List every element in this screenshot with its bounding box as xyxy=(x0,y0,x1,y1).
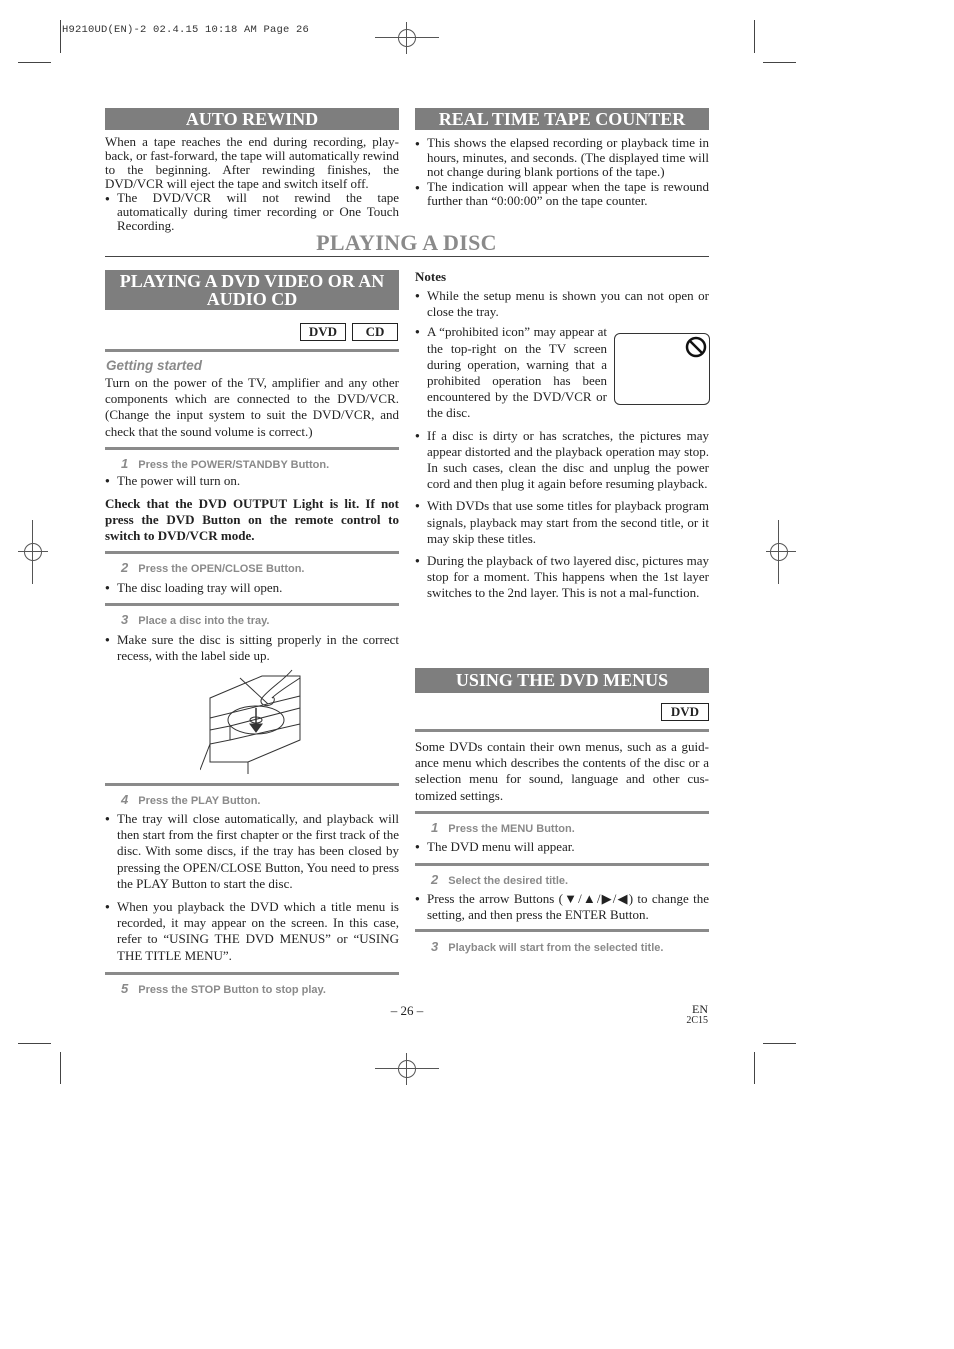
menu-step-1 xyxy=(415,820,575,835)
note-item: ● If a disc is dirty or has scratches, the pictures may appear distorted and the playback operation may stop. In such cases, clean the disc and unplug the power cord and then plug it again before resuming playback. xyxy=(415,428,709,493)
step-text: Press the OPEN/CLOSE Button. xyxy=(138,563,305,575)
auto-rewind-heading xyxy=(105,108,399,130)
bullet-text: ● The tray will close automatically, and playback will then start from the first chapter or the first track of the disc. With some discs, if the tray has been closed by pressing the OPEN/CLOSE Button, You need to press the PLAY Button to start the disc. xyxy=(105,811,399,892)
dvd-tag: DVD xyxy=(300,323,346,341)
divider xyxy=(415,729,709,732)
bullet-text: ● Make sure the disc is sitting properly in the correct recess, with the label side up. xyxy=(105,632,399,664)
step-number: 1 xyxy=(431,820,439,835)
divider xyxy=(415,811,709,814)
step-text: Press the STOP Button to stop play. xyxy=(138,984,326,996)
note-item: ● During the playback of two layered disc, pictures may stop for a moment. This happens when the 1st layer switches to the 2nd layer. This is not a mal-function. xyxy=(415,553,709,602)
menu-step-2 xyxy=(415,872,568,887)
dvd-output-check: Check that the DVD OUTPUT Light is lit. If not press the DVD Button on the remote control to switch to DVD/VCR mode. xyxy=(105,496,399,544)
tv-screen-illustration xyxy=(614,333,710,405)
step-3 xyxy=(105,612,269,627)
note-item: ● While the setup menu is shown you can not open or close the tray. xyxy=(415,288,709,320)
step-number: 2 xyxy=(431,872,439,887)
step-text: Press the POWER/STANDBY Button. xyxy=(138,459,330,471)
note-item: ● A “prohibited icon” may appear at the top-right on the TV screen during operation, warning that a prohibited operation has been encountered by the DVD/VCR or the disc. xyxy=(415,324,607,421)
bullet-text: ● Press the arrow Buttons (▼/▲/▶/◀) to change the setting, and then press the ENTER Button. xyxy=(415,891,709,923)
step-number: 1 xyxy=(121,456,129,471)
bullet-text: ● When you playback the DVD which a title menu is recorded, it may appear on the screen. In this case, refer to “USING THE DVD MENUS” or “USING THE TITLE MENU”. xyxy=(105,899,399,964)
step-text: Press the MENU Button. xyxy=(448,823,575,835)
divider xyxy=(105,972,399,975)
tape-counter-bullet: ● The indication will appear when the tape is rewound further than “0:00:00” on the tape counter. xyxy=(415,180,709,209)
language-code: EN xyxy=(692,1002,708,1016)
step-3-note xyxy=(105,632,399,664)
step-2 xyxy=(105,560,304,575)
dvd-tag: DVD xyxy=(661,703,709,721)
divider xyxy=(105,603,399,606)
step-number: 5 xyxy=(121,981,129,996)
cd-tag: CD xyxy=(352,323,398,341)
step-1 xyxy=(105,456,329,471)
dvd-menus-heading xyxy=(415,668,709,693)
getting-started-heading: Getting started xyxy=(106,358,203,373)
page-number: – 26 – xyxy=(390,1003,424,1018)
step-1-note xyxy=(105,473,399,489)
auto-rewind-title: AUTO REWIND xyxy=(185,109,319,129)
bullet-text: ● The disc loading tray will open. xyxy=(105,580,399,596)
bullet-text: ● The DVD menu will appear. xyxy=(415,839,709,855)
step-text: Playback will start from the selected title. xyxy=(448,942,664,954)
playing-dvd-title-line2: AUDIO CD xyxy=(206,289,298,309)
tape-counter-bullet: ● This shows the elapsed recording or playback time in hours, minutes, and seconds. (The displayed time will not change during blank portions of the tape.) xyxy=(415,136,709,180)
menu-step-3 xyxy=(415,939,663,954)
tape-counter-heading xyxy=(415,108,709,130)
step-4-notes xyxy=(105,811,399,964)
section-title: PLAYING A DISC xyxy=(316,230,497,255)
note-item: ● With DVDs that use some titles for playback program signals, playback may start from the second title, or it may skip these titles. xyxy=(415,498,709,547)
divider xyxy=(105,447,399,450)
prohibited-icon xyxy=(685,336,707,358)
step-number: 3 xyxy=(431,939,439,954)
step-number: 3 xyxy=(121,612,129,627)
playing-dvd-heading xyxy=(105,270,399,310)
printer-slug: H9210UD(EN)-2 02.4.15 10:18 AM Page 26 xyxy=(62,24,310,36)
auto-rewind-body xyxy=(105,135,399,233)
tape-counter-body xyxy=(415,136,709,209)
divider xyxy=(105,551,399,554)
divider xyxy=(415,929,709,932)
getting-started-text: Turn on the power of the TV, amplifier and any other components which are connected to the DVD/VCR. (Change the input system to suit the DVD/VCR, and check that the sound volume is correct.) xyxy=(105,375,399,439)
step-text: Select the desired title. xyxy=(448,875,569,887)
step-number: 2 xyxy=(121,560,129,575)
step-2-note xyxy=(105,580,399,596)
step-number: 4 xyxy=(121,792,129,807)
divider xyxy=(105,349,399,352)
auto-rewind-bullet: ● The DVD/VCR will not rewind the tape automatically during timer recording or One Touch Recording. xyxy=(105,191,399,233)
disc-tray-illustration xyxy=(200,668,310,774)
notes-heading: Notes xyxy=(415,269,447,284)
section-title-rule xyxy=(105,256,709,257)
divider xyxy=(105,783,399,786)
divider xyxy=(415,863,709,866)
menu-step-2-note xyxy=(415,891,709,923)
menu-step-1-note xyxy=(415,839,709,855)
step-5 xyxy=(105,981,326,996)
tape-counter-title: REAL TIME TAPE COUNTER xyxy=(438,109,686,129)
bullet-text: ● The power will turn on. xyxy=(105,473,399,489)
playing-dvd-title-line1: PLAYING A DVD VIDEO OR AN xyxy=(119,271,385,291)
step-text: Place a disc into the tray. xyxy=(138,615,270,627)
step-text: Press the PLAY Button. xyxy=(138,795,261,807)
dvd-menus-intro: Some DVDs contain their own menus, such as a guid-ance menu which describes the contents of the disc or a selection menu for sound, language and other cus-tomized settings. xyxy=(415,739,709,803)
auto-rewind-paragraph: When a tape reaches the end during recording, play-back, or fast-forward, the tape will automatically rewind to the beginning. After rewinding finishes, the DVD/VCR will eject the tape and switch itself off. xyxy=(105,134,399,191)
step-4 xyxy=(105,792,261,807)
doc-code: 2C15 xyxy=(686,1015,708,1026)
dvd-menus-title: USING THE DVD MENUS xyxy=(455,670,669,690)
